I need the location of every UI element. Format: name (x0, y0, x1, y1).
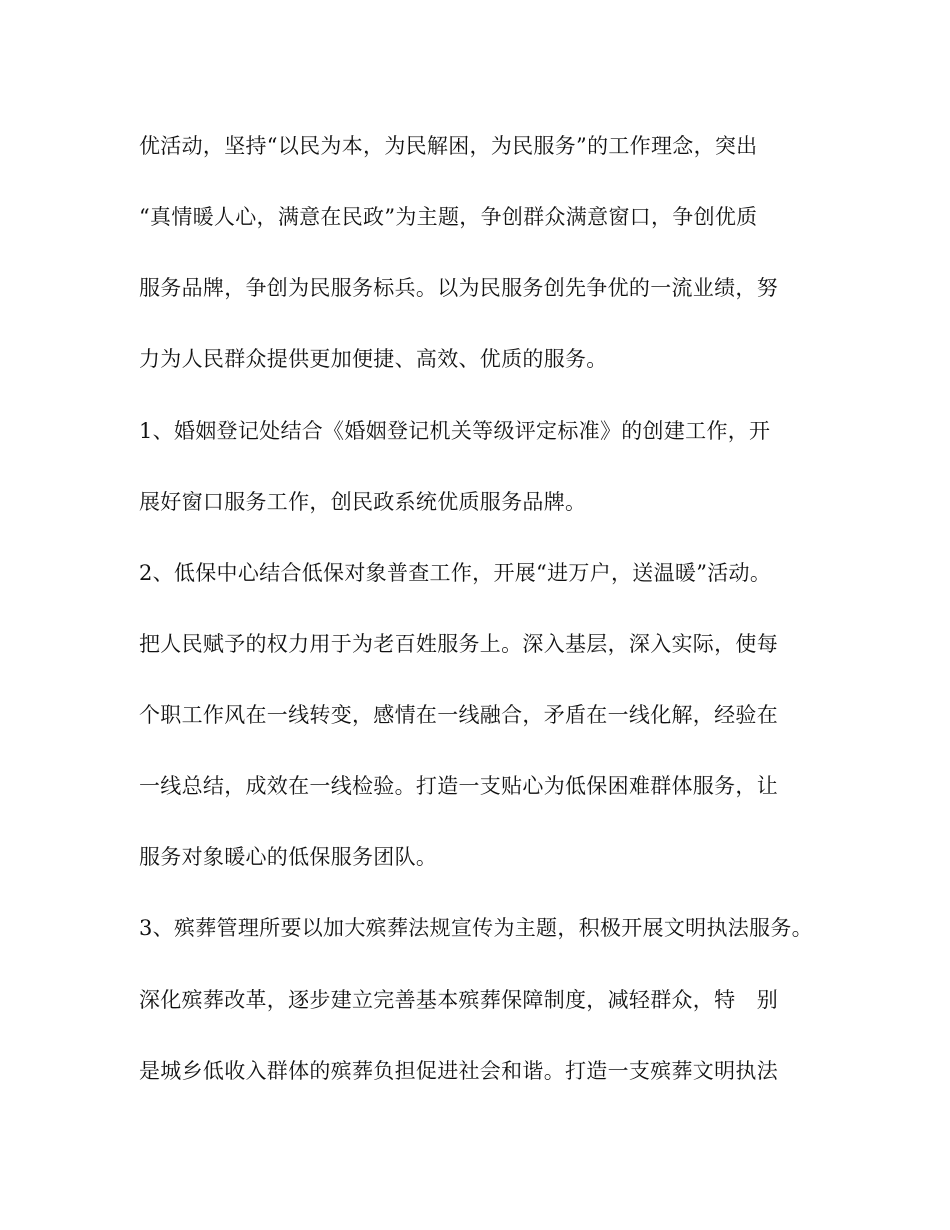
list-item-2: 2、低保中心结合低保对象普查工作，开展“进万户，送温暖”活动。 (139, 561, 772, 585)
text-line: “真情暖人心，满意在民政”为主题，争创群众满意窗口，争创优质 (139, 205, 758, 229)
text-line: 优活动，坚持“以民为本，为民解困，为民服务”的工作理念，突出 (139, 134, 758, 158)
text-line: 把人民赋予的权力用于为老百姓服务上。深入基层，深入实际，使每 (139, 632, 778, 656)
text-line: 展好窗口服务工作，创民政系统优质服务品牌。 (139, 490, 587, 514)
text-line: 一线总结，成效在一线检验。打造一支贴心为低保困难群体服务，让 (139, 774, 778, 798)
text-line: 是城乡低收入群体的殡葬负担促进社会和谐。打造一支殡葬文明执法 (139, 1059, 778, 1083)
list-item-3: 3、殡葬管理所要以加大殡葬法规宣传为主题，积极开展文明执法服务。 (139, 916, 813, 940)
text-line: 深化殡葬改革，逐步建立完善基本殡葬保障制度，减轻群众，特 别 (139, 988, 778, 1012)
list-item-1: 1、婚姻登记处结合《婚姻登记机关等级评定标准》的创建工作，开 (139, 419, 771, 443)
text-line: 服务对象暖心的低保服务团队。 (139, 845, 438, 869)
text-line: 个职工作风在一线转变，感情在一线融合，矛盾在一线化解，经验在 (139, 703, 778, 727)
text-line: 服务品牌，争创为民服务标兵。以为民服务创先争优的一流业绩，努 (139, 276, 778, 300)
text-line: 力为人民群众提供更加便捷、高效、优质的服务。 (139, 347, 608, 371)
